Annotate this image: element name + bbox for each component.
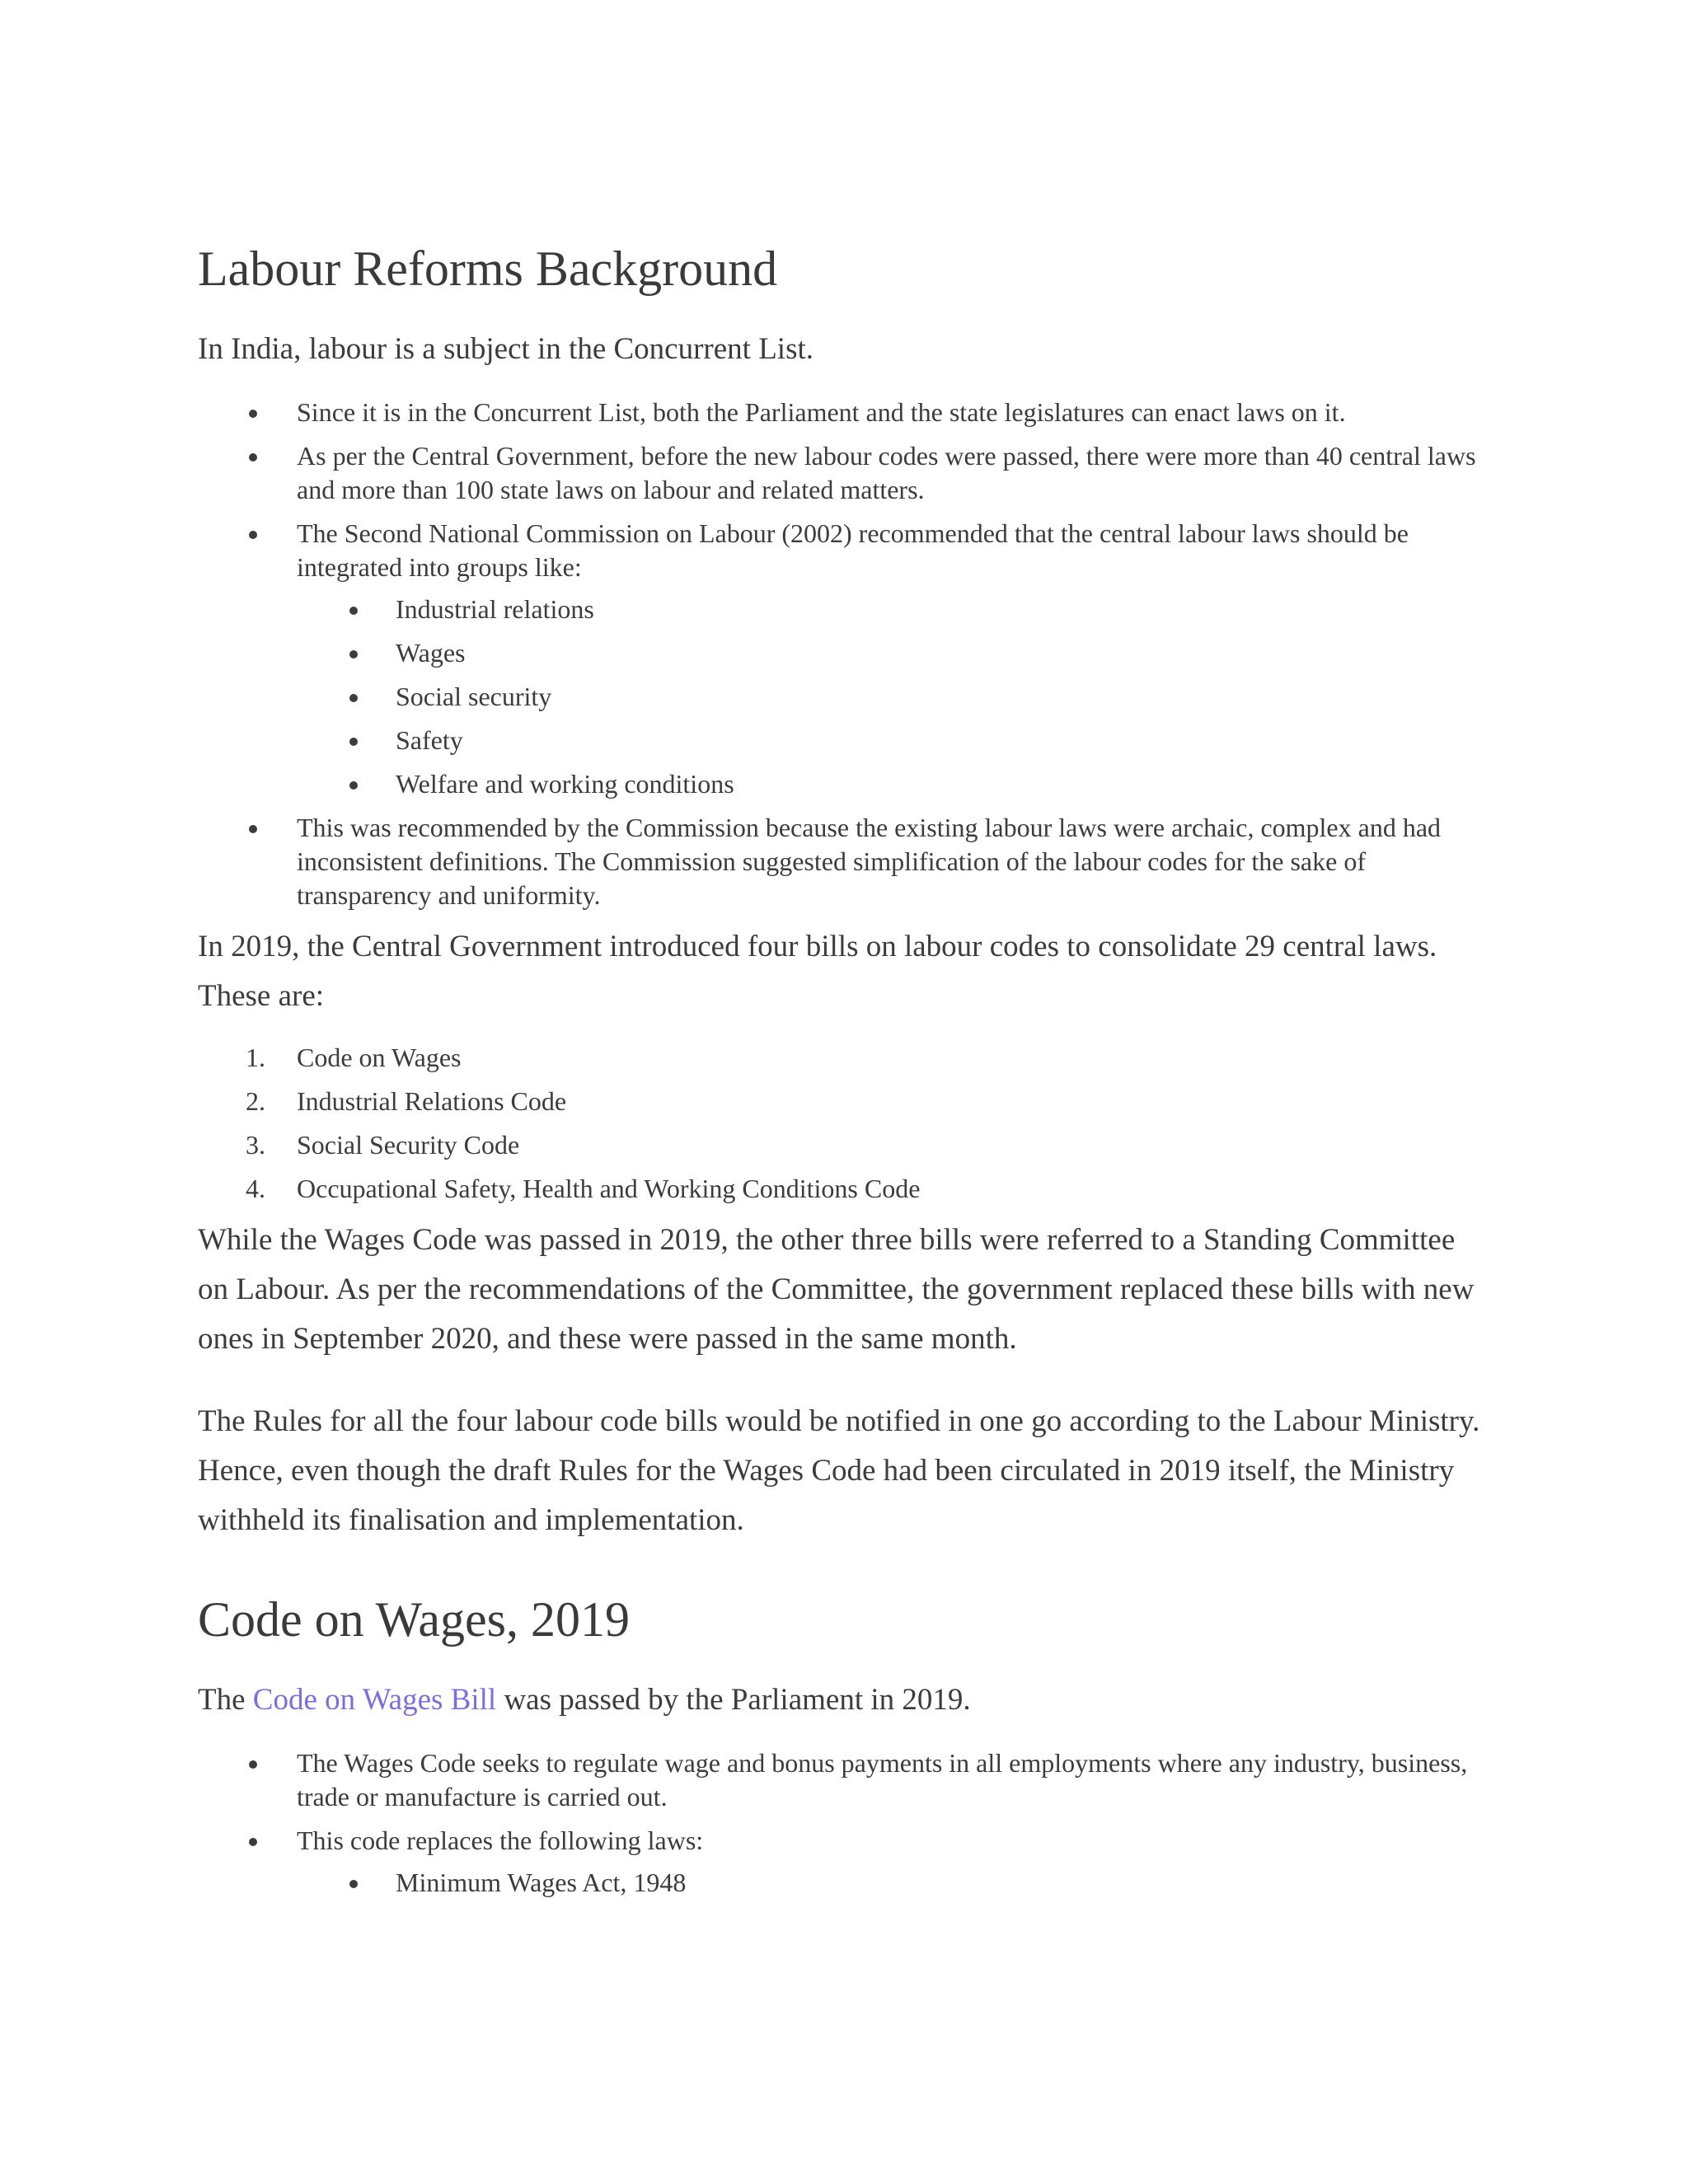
codes-numbered-list [198,1041,1492,1206]
bills-intro-paragraph: In 2019, the Central Government introduced four bills on labour codes to consolidate 29 central laws. These are: [198,930,1437,1013]
list-item: Social security [297,680,1492,714]
list-item: Industrial relations [297,593,1492,626]
list-item: The Wages Code seeks to regulate wage and bonus payments in all employments where any industry, business, trade or manufacture is carried out. [198,1746,1492,1814]
document-page [198,239,1492,1910]
heading-labour-reforms: Labour Reforms Background [198,241,778,296]
list-item: 2. Industrial Relations Code [246,1086,567,1116]
list-item: 3. Social Security Code [246,1130,520,1160]
wages-bullet-list [198,1746,1492,1900]
groups-sublist [297,593,1492,801]
list-item: Minimum Wages Act, 1948 [297,1866,1492,1900]
list-item: 4. Occupational Safety, Health and Working Conditions Code [246,1174,921,1203]
background-bullet-list [198,396,1492,912]
replaced-laws-sublist [297,1866,1492,1900]
wages-intro-paragraph: The Code on Wages Bill was passed by the Parliament in 2019. [198,1683,971,1717]
heading-code-on-wages: Code on Wages, 2019 [198,1592,631,1647]
list-item: This code replaces the following laws: Minimum Wages Act, 1948 [198,1824,1492,1900]
rules-paragraph: The Rules for all the four labour code bills would be notified in one go according to the Labour Ministry. Hence, even though the draft Rules for the Wages Code had been circulated in 2019 itself, the Ministry withheld its finalisation and implementation. [198,1404,1480,1537]
intro-paragraph: In India, labour is a subject in the Concurrent List. [198,332,814,366]
list-item: Since it is in the Concurrent List, both the Parliament and the state legislatures can enact laws on it. [198,396,1492,429]
list-item: Welfare and working conditions [297,767,1492,801]
list-item: The Second National Commission on Labour (2002) recommended that the central labour laws should be integrated into groups like: Industrial relations Wages Social security Safety Welfare and working conditions [198,517,1492,801]
wages-code-passed-paragraph: While the Wages Code was passed in 2019, the other three bills were referred to a Standing Committee on Labour. As per the recommendations of the Committee, the government replaced these bills with new ones in September 2020, and these were passed in the same month. [198,1223,1475,1356]
code-on-wages-bill-link[interactable]: Code on Wages Bill [252,1683,497,1717]
list-item: This was recommended by the Commission because the existing labour laws were archaic, complex and had inconsistent definitions. The Commission suggested simplification of the labour codes for the sake of transparency and uniformity. [198,811,1492,912]
list-item: 1. Code on Wages [246,1043,462,1072]
list-item: As per the Central Government, before the new labour codes were passed, there were more than 40 central laws and more than 100 state laws on labour and related matters. [198,439,1492,507]
list-item: Safety [297,724,1492,757]
list-item: Wages [297,636,1492,670]
